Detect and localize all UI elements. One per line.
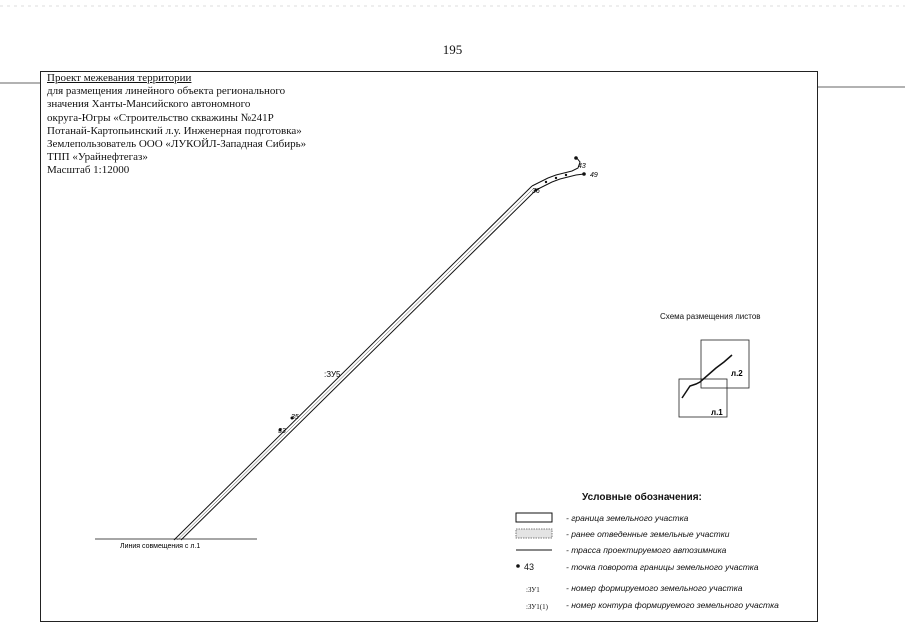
- point-label-49: 49: [590, 172, 598, 179]
- legend-symbol-allotted: [516, 529, 552, 538]
- point-label-35: 35: [291, 414, 299, 421]
- parcel-boundary-tail: [532, 157, 580, 186]
- scheme-sheet-1-label: л.1: [711, 408, 723, 417]
- turning-point-marker: [582, 172, 586, 176]
- point-label-43: 43: [578, 163, 586, 170]
- parcel-label: :ЗУ5: [324, 370, 341, 379]
- scale-label: Масштаб 1:12000: [47, 164, 130, 177]
- scheme-title: Схема размещения листов: [660, 312, 761, 321]
- legend-parcel-symbol: :ЗУ1: [526, 586, 540, 594]
- title-line-4: округа-Югры «Строительство скважины №241Р: [47, 111, 274, 124]
- legend-item-parcel-number: - номер формируемого земельного участка: [566, 583, 743, 593]
- legend-contour-symbol: :ЗУ1(1): [526, 603, 548, 611]
- title-line-6: Землепользователь ООО «ЛУКОЙЛ-Западная Сибирь»: [47, 138, 307, 151]
- legend-item-boundary: - граница земельного участка: [566, 513, 689, 523]
- legend-item-contour-number: - номер контура формируемого земельного участка: [566, 600, 779, 610]
- turning-points: [279, 156, 586, 431]
- title-line-2: для размещения линейного объекта регионального: [47, 85, 286, 98]
- legend-symbol-boundary: [516, 513, 552, 522]
- parcel-boundary-tail: [536, 174, 584, 190]
- title-line-5: Потанай-Картопьинский л.у. Инженерная подготовка»: [47, 124, 302, 137]
- winter-road-route: [178, 188, 535, 540]
- title-line-1: Проект межевания территории: [47, 72, 192, 84]
- point-label-36: 36: [532, 188, 540, 195]
- legend-item-turning-point: - точка поворота границы земельного участка: [566, 562, 759, 572]
- legend-symbols: [516, 513, 552, 568]
- match-line-label: Линия совмещения с л.1: [120, 543, 201, 550]
- legend-title: Условные обозначения:: [582, 492, 702, 503]
- legend-symbol-point: [516, 564, 520, 568]
- scheme-sheet-2: [701, 340, 749, 388]
- scheme-route-line: [682, 355, 732, 398]
- page-number: 195: [442, 42, 463, 57]
- turning-point-marker: [555, 177, 557, 179]
- sheet-scheme: [679, 340, 749, 417]
- scheme-sheet-2-label: л.2: [731, 369, 743, 378]
- turning-point-marker: [545, 181, 547, 183]
- title-line-7: ТПП «Урайнефтегаз»: [47, 151, 148, 164]
- parcel-corridor: [174, 157, 584, 540]
- legend-item-route: - трасса проектируемого автозимника: [566, 545, 727, 555]
- point-label-33: 33: [278, 428, 286, 435]
- title-line-3: значения Ханты-Мансийского автономного: [47, 98, 251, 111]
- turning-point-marker: [574, 156, 578, 160]
- turning-point-marker: [565, 174, 567, 176]
- legend-point-number: 43: [524, 562, 535, 572]
- parcel-boundary-line: [174, 186, 532, 540]
- legend-item-allotted: - ранее отведенные земельные участки: [566, 529, 730, 539]
- parcel-boundary-line: [181, 190, 536, 540]
